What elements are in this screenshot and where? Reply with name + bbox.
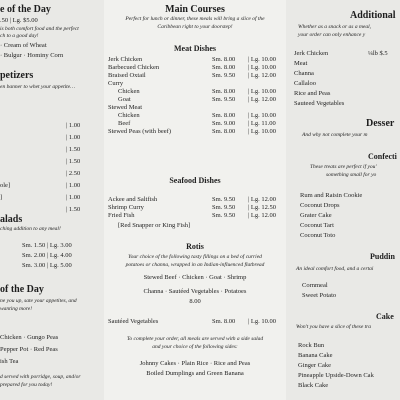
additional-item: Channa (294, 70, 314, 77)
cakes-desc: Won't you have a slice of these tra (296, 324, 372, 330)
meat-item-lg: | Lg. 10.00 (248, 56, 277, 63)
desserts-desc: And why not complete your m (302, 132, 368, 138)
seafood-item-name: Ackee and Saltfish (108, 196, 158, 203)
additional-item: Jerk Chicken (294, 50, 329, 57)
app-price: | 1.00 (66, 194, 81, 201)
confections-title: Confecti (368, 152, 397, 161)
main-courses-intro-2: Caribbean right to your doorstep! (157, 24, 233, 30)
special-foot-1: d served with porridge, soup, and/or (0, 374, 81, 380)
meat-item-name: Jerk Chicken (108, 56, 143, 63)
confection-item: Coconut Tart (300, 222, 334, 229)
salads-desc: ching addition to any meal! (0, 226, 61, 232)
app-label: ole] (0, 182, 11, 189)
additional-item: Callaloo (294, 80, 317, 87)
soup-title: e of the Day (0, 4, 51, 15)
additional-item-price: ¼lb $.5 (368, 50, 388, 57)
meat-item-sm: Sm. 9.50 (212, 96, 236, 103)
soup-item: · Cream of Wheat (0, 42, 47, 49)
meat-item-sm: Sm. 8.00 (212, 56, 236, 63)
sides-line-2: Boiled Dumplings and Green Banana (146, 370, 244, 377)
meat-item-sm: Sm. 8.00 (212, 64, 236, 71)
confection-item: Rum and Raisin Cookie (300, 192, 363, 199)
rotis-fillings-2: Channa · Sautéed Vegetables · Potatoes (143, 288, 247, 295)
app-price: | 1.50 (66, 158, 81, 165)
right-column (288, 0, 400, 400)
soup-item: · Bulgur · Hominy Corn (0, 52, 64, 59)
additional-desc-2: your order can only enhance y (298, 32, 366, 38)
rotis-desc-2: potatoes or channa, wrapped in an Indian-influenced flatbread (125, 262, 265, 268)
salads-title: alads (0, 214, 23, 225)
meat-item-lg: | Lg. 10.00 (248, 64, 277, 71)
rotis-price: 8.00 (189, 298, 201, 305)
puddings-title: Puddin (370, 252, 395, 261)
meat-item-name: Goat (118, 96, 131, 103)
cake-item: Pineapple Upside-Down Cak (298, 372, 374, 379)
cake-item: Black Cake (298, 382, 329, 389)
meat-item-sm: Sm. 8.00 (212, 128, 236, 135)
veg-sm: Sm. 8.00 (212, 318, 236, 325)
meat-item-name: Chicken (118, 112, 140, 119)
meat-item-lg: | Lg. 10.00 (248, 128, 277, 135)
soup-price: .50 | Lg. $5.00 (0, 17, 38, 24)
meat-item-name: Curry (108, 80, 124, 87)
seafood-item-sm: Sm. 9.50 (212, 204, 236, 211)
meat-item-sm: Sm. 8.00 (212, 88, 236, 95)
app-price: | 1.00 (66, 134, 81, 141)
meat-item-name: Chicken (118, 88, 140, 95)
cake-item: Ginger Cake (298, 362, 332, 369)
appetizers-title: petizers (0, 70, 34, 81)
meat-item-name: Stewed Meat (108, 104, 143, 111)
special-foot-2: prepared for you today! (0, 382, 53, 388)
left-column (0, 0, 102, 400)
app-price: | 1.50 (66, 206, 81, 213)
fish-note: [Red Snapper or King Fish] (118, 222, 191, 229)
additional-title: Additional (350, 10, 396, 21)
confection-item: Grater Cake (300, 212, 332, 219)
cakes-title: Cake (376, 312, 394, 321)
special-title: of the Day (0, 284, 44, 295)
app-label: ] (0, 194, 3, 201)
additional-item: Rice and Peas (294, 90, 331, 97)
seafood-item-name: Fried Fish (108, 212, 135, 219)
main-courses-column (104, 0, 286, 400)
seafood-item-sm: Sm. 9.50 (212, 212, 236, 219)
seafood-item-name: Shrimp Curry (108, 204, 144, 211)
main-courses-intro-1: Perfect for lunch or dinner, these meals will bring a slice of the (125, 16, 265, 22)
meat-item-sm: Sm. 8.00 (212, 112, 236, 119)
special-desc-1: ne you up, sate your appetites, and (0, 298, 77, 304)
meat-item-sm: Sm. 9.50 (212, 72, 236, 79)
additional-item: Sauteed Vegetables (294, 100, 345, 107)
seafood-title: Seafood Dishes (169, 176, 221, 185)
meat-dishes-title: Meat Dishes (174, 44, 216, 53)
app-price: | 2.50 (66, 170, 81, 177)
puddings-desc: An ideal comfort food, and a certai (296, 266, 374, 272)
meat-item-sm: Sm. 9.00 (212, 120, 236, 127)
rotis-fillings-1: Stewed Beef · Chicken · Goat · Shrimp (143, 274, 247, 281)
appetizers-desc: en banner to whet your appetite… (0, 84, 76, 90)
additional-item: Meat (294, 60, 308, 67)
soup-desc-1: is both comfort food and the perfect (0, 26, 79, 32)
confection-item: Coconut Drops (300, 202, 340, 209)
soup-desc-2: ch to a good day! (0, 33, 39, 39)
complete-note-1: To complete your order, all meals are served with a side salad (126, 336, 264, 342)
sides-line-1: Johnny Cakes · Plain Rice · Rice and Peas (139, 360, 251, 367)
meat-item-lg: | Lg. 10.00 (248, 88, 277, 95)
rotis-title: Rotis (186, 242, 204, 251)
special-item: Chicken · Gungo Peas (0, 334, 59, 341)
veg-name: Sautéed Vegetables (108, 318, 159, 325)
confection-item: Coconut Toto (300, 232, 336, 239)
meat-item-lg: | Lg. 12.00 (248, 72, 277, 79)
salad-price: Sm. 2.00 | Lg. 4.00 (22, 252, 72, 259)
desserts-title: Desser (366, 118, 395, 129)
special-desc-2: wanting more! (0, 306, 33, 312)
meat-item-lg: | Lg. 12.00 (248, 96, 277, 103)
salad-price: Sm. 1.50 | Lg. 3.00 (22, 242, 72, 249)
meat-item-name: Beef (118, 120, 131, 127)
seafood-item-lg: | Lg. 12.50 (248, 204, 277, 211)
seafood-item-lg: | Lg. 12.00 (248, 196, 277, 203)
veg-lg: | Lg. 10.00 (248, 318, 277, 325)
rotis-desc-1: Your choice of the following tasty fillings on a bed of curried (128, 254, 262, 260)
meat-item-name: Braised Oxtail (108, 72, 146, 79)
main-courses-title: Main Courses (165, 4, 225, 15)
meat-item-lg: | Lg. 10.00 (248, 112, 277, 119)
cake-item: Rock Bun (298, 342, 325, 349)
complete-note-2: and your choice of the following sides: (152, 344, 238, 350)
pudding-item: Cornmeal (302, 282, 328, 289)
confections-desc-2: something small for yo (326, 172, 377, 178)
meat-item-name: Stewed Peas (with beef) (108, 128, 171, 135)
seafood-item-sm: Sm. 9.50 (212, 196, 236, 203)
special-item: Pepper Pot · Red Peas (0, 346, 58, 353)
cake-item: Banana Cake (298, 352, 333, 359)
additional-desc-1: Whether as a snack or as a meal, (298, 24, 372, 30)
app-price: | 1.00 (66, 182, 81, 189)
app-price: | 1.50 (66, 146, 81, 153)
confections-desc-1: These treats are perfect if you' (310, 164, 377, 170)
special-item: ish Tea (0, 358, 19, 365)
meat-item-lg: | Lg. 11.00 (248, 120, 276, 127)
salad-price: Sm. 3.00 | Lg. 5.00 (22, 262, 72, 269)
seafood-item-lg: | Lg. 12.00 (248, 212, 277, 219)
meat-item-name: Barbecued Chicken (108, 64, 160, 71)
pudding-item: Sweet Potato (302, 292, 337, 299)
app-price: | 1.00 (66, 122, 81, 129)
